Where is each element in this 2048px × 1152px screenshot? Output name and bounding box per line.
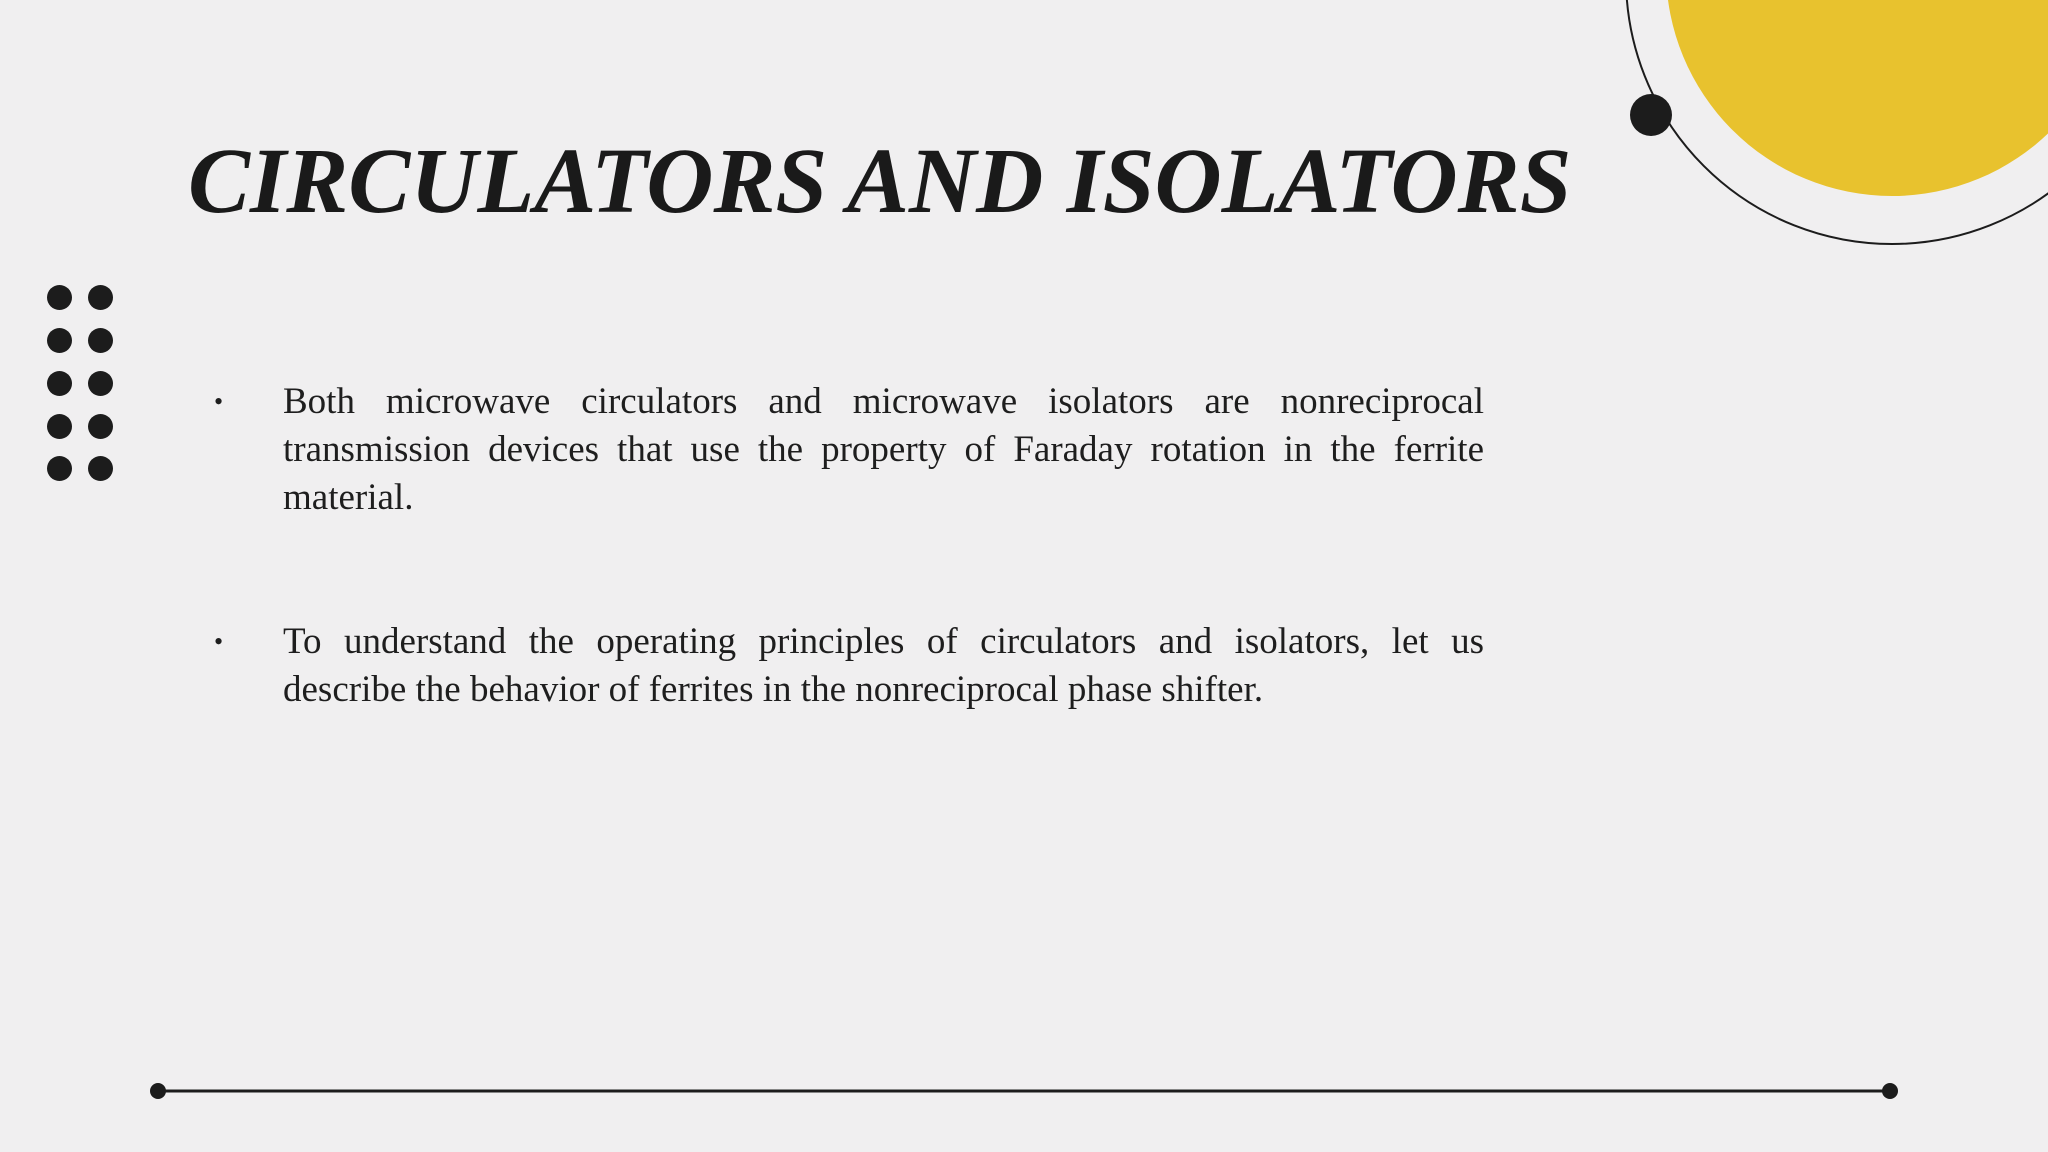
yellow-circle-shape (1666, 0, 2048, 196)
bullet-text: To understand the operating principles of circulators and isolators, let us describe the behavior of ferrites in the nonreciprocal phase shifter. (283, 621, 1484, 710)
bullet-text: Both microwave circulators and microwave isolators are nonreciprocal transmission devices that use the property of Faraday rotation in the ferrite material. (283, 381, 1484, 518)
bullet-marker: • (214, 387, 224, 416)
bottom-divider-line (150, 1076, 1904, 1106)
slide-title: CIRCULATORS AND ISOLATORS (188, 130, 1572, 233)
divider-endpoint-right-shape (1882, 1083, 1898, 1099)
bullet-marker: • (214, 627, 224, 656)
divider-endpoint-left-shape (150, 1083, 166, 1099)
dot-shape (47, 414, 72, 439)
dot-shape (88, 328, 113, 353)
dot-shape (88, 414, 113, 439)
dot-shape (88, 371, 113, 396)
orbit-dot-shape (1630, 94, 1672, 136)
dot-shape (88, 285, 113, 310)
bullet-item (208, 378, 1484, 522)
dot-shape (47, 456, 72, 481)
dot-shape (88, 456, 113, 481)
bullet-list (208, 378, 1484, 714)
dot-shape (47, 285, 72, 310)
dot-grid-decoration (44, 282, 120, 482)
bullet-item (208, 618, 1484, 714)
dot-shape (47, 371, 72, 396)
dot-shape (47, 328, 72, 353)
